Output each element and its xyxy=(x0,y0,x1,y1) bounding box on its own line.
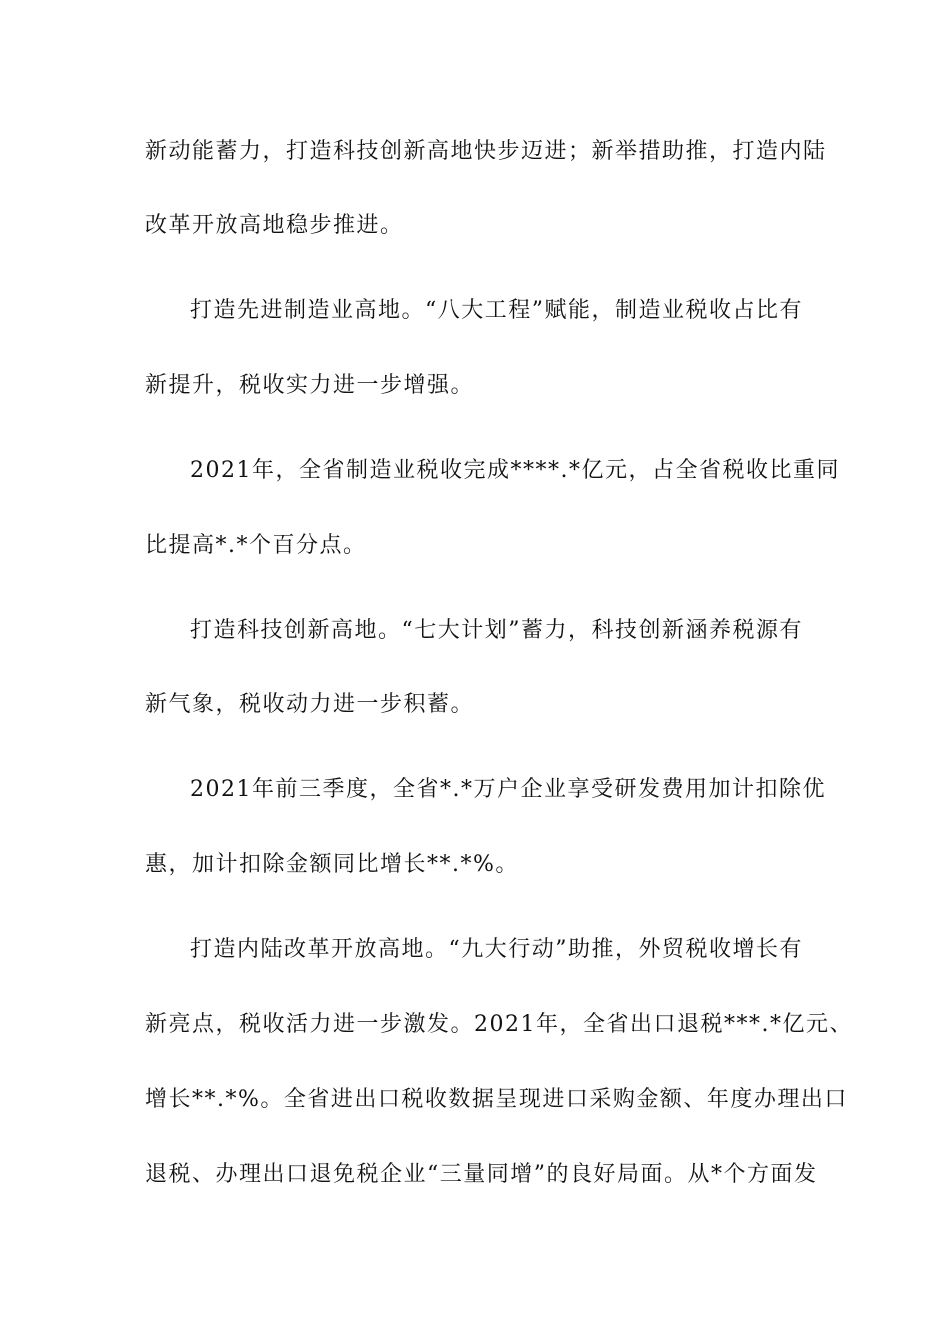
paragraph-line: 新亮点，税收活力进一步激发。2021年，全省出口退税***.*亿元、 xyxy=(145,1012,853,1037)
paragraph-line: 打造内陆改革开放高地。“九大行动”助推，外贸税收增长有 xyxy=(190,937,803,962)
paragraph-line: 打造科技创新高地。“七大计划”蓄力，科技创新涵养税源有 xyxy=(190,618,803,643)
paragraph-line: 增长**.*%。全省进出口税收数据呈现进口采购金额、年度办理出口 xyxy=(145,1087,848,1112)
paragraph-line: 新气象，税收动力进一步积蓄。 xyxy=(145,692,475,717)
paragraph-line: 改革开放高地稳步推进。 xyxy=(145,213,404,238)
paragraph-line: 2021年，全省制造业税收完成****.*亿元，占全省税收比重同 xyxy=(190,458,840,483)
paragraph-line: 比提高*.*个百分点。 xyxy=(145,533,367,558)
paragraph-line: 2021年前三季度，全省*.*万户企业享受研发费用加计扣除优 xyxy=(190,777,826,802)
paragraph-line: 惠，加计扣除金额同比增长**.*%。 xyxy=(145,852,519,877)
paragraph-line: 新提升，税收实力进一步增强。 xyxy=(145,373,475,398)
paragraph-line: 新动能蓄力，打造科技创新高地快步迈进；新举措助推，打造内陆 xyxy=(145,139,827,164)
paragraph-line: 打造先进制造业高地。“八大工程”赋能，制造业税收占比有 xyxy=(190,298,803,323)
paragraph-line: 退税、办理出口退免税企业“三量同增”的良好局面。从*个方面发 xyxy=(145,1162,818,1187)
